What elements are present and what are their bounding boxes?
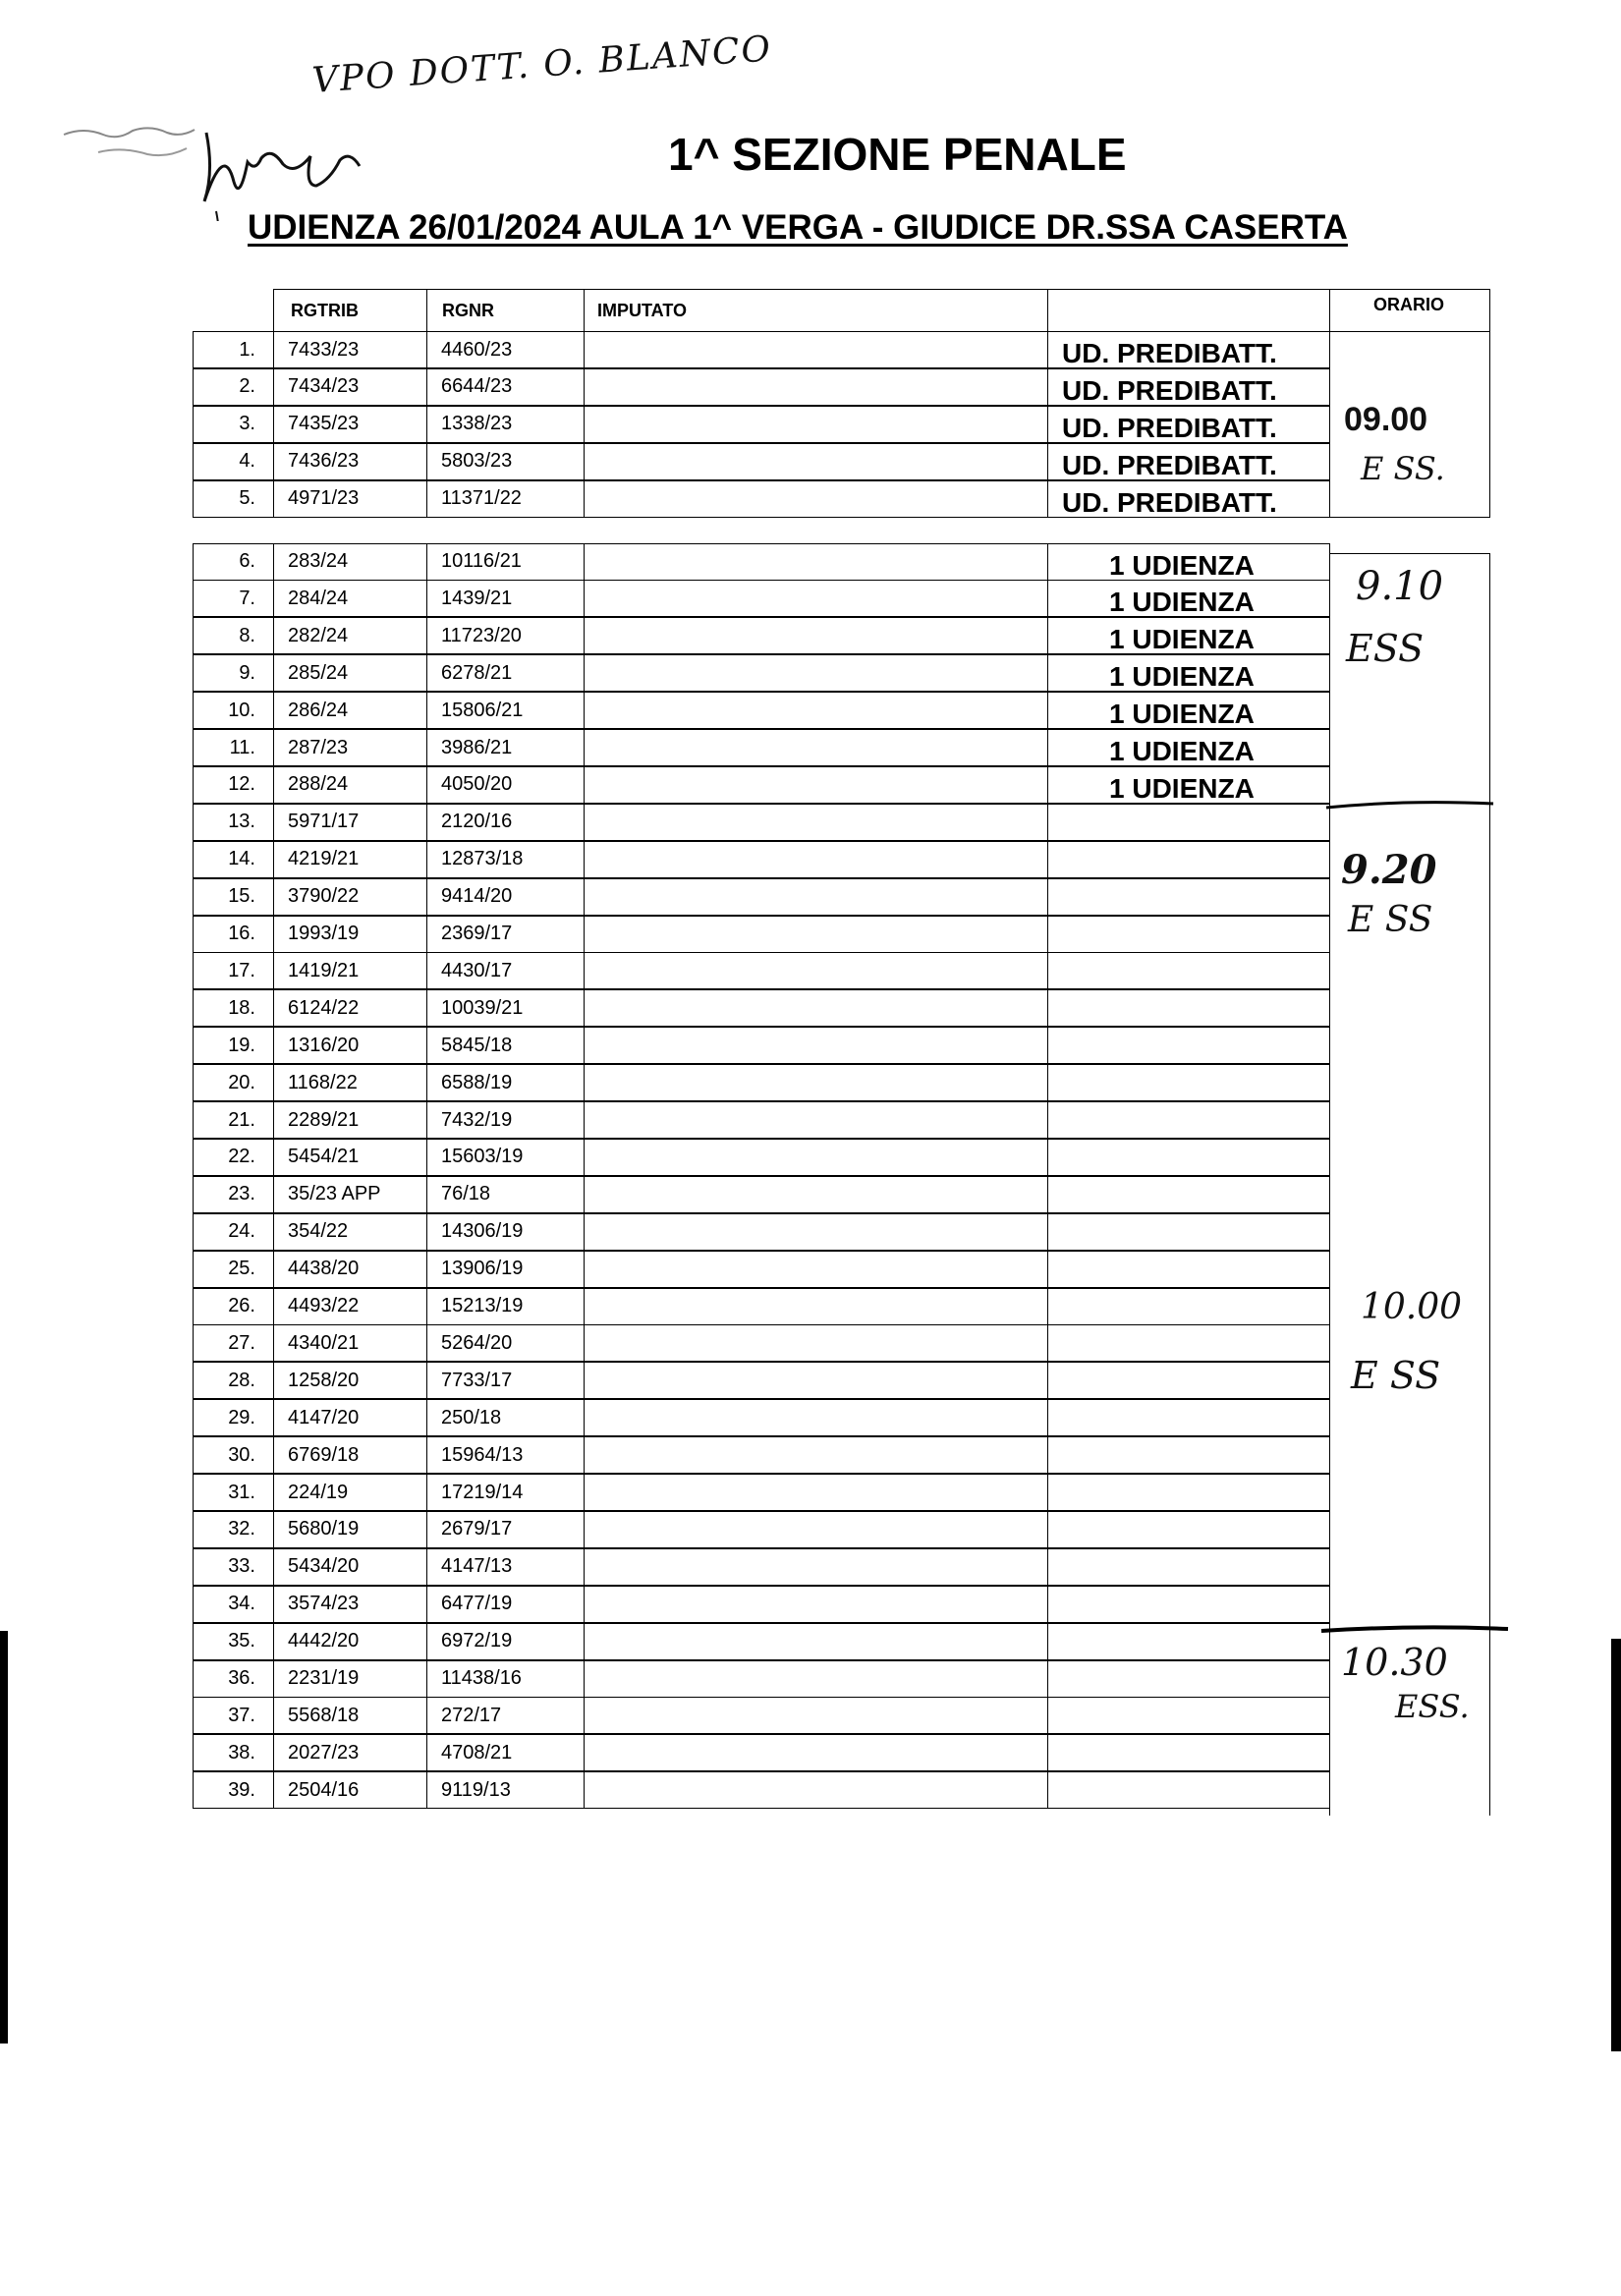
row-number: 20.: [193, 1064, 274, 1101]
status-cell: [1047, 1697, 1330, 1734]
header-cell-num: [193, 289, 274, 332]
rgnr-cell: 14306/19: [426, 1213, 585, 1251]
status-cell: [1047, 766, 1330, 804]
imputato-cell: [584, 1101, 1048, 1139]
rgnr-cell: 4147/13: [426, 1548, 585, 1586]
row-number: 6.: [193, 543, 274, 581]
rgnr-cell: 6477/19: [426, 1586, 585, 1623]
status-cell: [1047, 617, 1330, 654]
status-cell: [1047, 1288, 1330, 1325]
status-cell: [1047, 331, 1330, 368]
hearing-type-label: UD. PREDIBATT.: [1062, 486, 1277, 518]
row-number: 16.: [193, 916, 274, 953]
rgtrib-cell: 4971/23: [273, 480, 427, 518]
status-cell: [1047, 1213, 1330, 1251]
hearing-type-label: UD. PREDIBATT.: [1062, 412, 1277, 443]
status-cell: [1047, 916, 1330, 953]
rgtrib-cell: 288/24: [273, 766, 427, 804]
rgnr-cell: 5803/23: [426, 443, 585, 480]
rgtrib-cell: 5971/17: [273, 804, 427, 841]
rgtrib-cell: 1258/20: [273, 1362, 427, 1399]
orario-time-5: 10.30: [1341, 1641, 1448, 1684]
rgtrib-cell: 4438/20: [273, 1251, 427, 1288]
rgtrib-cell: 4340/21: [273, 1324, 427, 1362]
rgnr-cell: 4430/17: [426, 952, 585, 989]
row-number: 10.: [193, 692, 274, 729]
rgnr-cell: 6588/19: [426, 1064, 585, 1101]
rgtrib-cell: 1419/21: [273, 952, 427, 989]
rgnr-cell: 15603/19: [426, 1139, 585, 1176]
rgnr-cell: 15806/21: [426, 692, 585, 729]
imputato-cell: [584, 1064, 1048, 1101]
imputato-cell: [584, 841, 1048, 878]
row-number: 25.: [193, 1251, 274, 1288]
rgtrib-cell: 283/24: [273, 543, 427, 581]
imputato-cell: [584, 480, 1048, 518]
rgtrib-cell: 2231/19: [273, 1660, 427, 1698]
imputato-cell: [584, 543, 1048, 581]
hearing-type-label: 1 UDIENZA: [1109, 736, 1255, 766]
row-number: 32.: [193, 1511, 274, 1548]
row-number: 37.: [193, 1697, 274, 1734]
row-number: 31.: [193, 1474, 274, 1511]
hearing-type-label: 1 UDIENZA: [1109, 772, 1255, 804]
rgtrib-cell: 7435/23: [273, 406, 427, 443]
row-number: 15.: [193, 878, 274, 916]
hearing-type-label: 1 UDIENZA: [1109, 699, 1255, 730]
imputato-cell: [584, 1362, 1048, 1399]
rgtrib-cell: 354/22: [273, 1213, 427, 1251]
rgnr-cell: 2679/17: [426, 1511, 585, 1548]
rgtrib-cell: 6124/22: [273, 989, 427, 1027]
imputato-cell: [584, 989, 1048, 1027]
rgnr-cell: 2120/16: [426, 804, 585, 841]
row-number: 21.: [193, 1101, 274, 1139]
rgnr-cell: 15213/19: [426, 1288, 585, 1325]
rgnr-cell: 11723/20: [426, 617, 585, 654]
col-header-imputato: IMPUTATO: [597, 301, 687, 320]
row-number: 9.: [193, 654, 274, 692]
rgnr-cell: 5845/18: [426, 1027, 585, 1064]
rgtrib-cell: 2504/16: [273, 1771, 427, 1809]
rgnr-cell: 12873/18: [426, 841, 585, 878]
imputato-cell: [584, 952, 1048, 989]
rgnr-cell: 6278/21: [426, 654, 585, 692]
row-number: 4.: [193, 443, 274, 480]
row-number: 30.: [193, 1436, 274, 1474]
row-number: 7.: [193, 580, 274, 617]
rgnr-cell: 7432/19: [426, 1101, 585, 1139]
imputato-cell: [584, 617, 1048, 654]
status-cell: [1047, 406, 1330, 443]
row-number: 19.: [193, 1027, 274, 1064]
imputato-cell: [584, 1586, 1048, 1623]
imputato-cell: [584, 1399, 1048, 1436]
rgtrib-cell: 5434/20: [273, 1548, 427, 1586]
imputato-cell: [584, 654, 1048, 692]
rgnr-cell: 3986/21: [426, 729, 585, 766]
status-cell: [1047, 480, 1330, 518]
rgnr-cell: 4050/20: [426, 766, 585, 804]
status-cell: [1047, 692, 1330, 729]
hearing-type-label: UD. PREDIBATT.: [1062, 374, 1277, 406]
rgtrib-cell: 1993/19: [273, 916, 427, 953]
row-number: 24.: [193, 1213, 274, 1251]
rgtrib-cell: 6769/18: [273, 1436, 427, 1474]
orario-note-2: ESS: [1346, 627, 1425, 670]
status-cell: [1047, 1660, 1330, 1698]
imputato-cell: [584, 1213, 1048, 1251]
row-number: 34.: [193, 1586, 274, 1623]
separator-stroke: [1316, 796, 1503, 815]
rgtrib-cell: 35/23 APP: [273, 1176, 427, 1213]
orario-note-3: E SS: [1348, 900, 1433, 940]
rgnr-cell: 2369/17: [426, 916, 585, 953]
imputato-cell: [584, 1511, 1048, 1548]
rgnr-cell: 17219/14: [426, 1474, 585, 1511]
imputato-cell: [584, 1623, 1048, 1660]
col-header-rgtrib: RGTRIB: [291, 301, 359, 320]
rgtrib-cell: 5454/21: [273, 1139, 427, 1176]
rgnr-cell: 5264/20: [426, 1324, 585, 1362]
row-number: 14.: [193, 841, 274, 878]
imputato-cell: [584, 1697, 1048, 1734]
imputato-cell: [584, 1139, 1048, 1176]
row-number: 29.: [193, 1399, 274, 1436]
row-number: 8.: [193, 617, 274, 654]
row-number: 35.: [193, 1623, 274, 1660]
status-cell: [1047, 1399, 1330, 1436]
rgnr-cell: 1338/23: [426, 406, 585, 443]
hearing-subtitle: UDIENZA 26/01/2024 AULA 1^ VERGA - GIUDICE DR.SSA CASERTA: [248, 208, 1348, 247]
status-cell: [1047, 1176, 1330, 1213]
status-cell: [1047, 1324, 1330, 1362]
status-cell: [1047, 368, 1330, 406]
imputato-cell: [584, 1474, 1048, 1511]
row-number: 2.: [193, 368, 274, 406]
imputato-cell: [584, 331, 1048, 368]
rgtrib-cell: 1316/20: [273, 1027, 427, 1064]
row-number: 11.: [193, 729, 274, 766]
rgtrib-cell: 284/24: [273, 580, 427, 617]
rgtrib-cell: 7434/23: [273, 368, 427, 406]
row-number: 3.: [193, 406, 274, 443]
orario-time-1: 09.00: [1344, 401, 1428, 438]
rgtrib-cell: 282/24: [273, 617, 427, 654]
rgnr-cell: 7733/17: [426, 1362, 585, 1399]
rgtrib-cell: 3790/22: [273, 878, 427, 916]
status-cell: [1047, 1101, 1330, 1139]
rgnr-cell: 76/18: [426, 1176, 585, 1213]
header-cell-status: [1047, 289, 1330, 332]
rgtrib-cell: 5568/18: [273, 1697, 427, 1734]
imputato-cell: [584, 729, 1048, 766]
status-cell: [1047, 1734, 1330, 1771]
status-cell: [1047, 1139, 1330, 1176]
rgtrib-cell: 2289/21: [273, 1101, 427, 1139]
col-header-orario: ORARIO: [1373, 295, 1444, 314]
status-cell: [1047, 543, 1330, 581]
section-title: 1^ SEZIONE PENALE: [668, 129, 1127, 180]
rgtrib-cell: 224/19: [273, 1474, 427, 1511]
status-cell: [1047, 1027, 1330, 1064]
imputato-cell: [584, 1548, 1048, 1586]
status-cell: [1047, 1511, 1330, 1548]
status-cell: [1047, 878, 1330, 916]
status-cell: [1047, 1251, 1330, 1288]
imputato-cell: [584, 406, 1048, 443]
col-header-rgnr: RGNR: [442, 301, 494, 320]
row-number: 33.: [193, 1548, 274, 1586]
orario-note-4: E SS: [1351, 1354, 1441, 1397]
rgnr-cell: 1439/21: [426, 580, 585, 617]
status-cell: [1047, 841, 1330, 878]
rgnr-cell: 9414/20: [426, 878, 585, 916]
status-cell: [1047, 1548, 1330, 1586]
imputato-cell: [584, 766, 1048, 804]
hearing-type-label: 1 UDIENZA: [1109, 661, 1255, 693]
status-cell: [1047, 1436, 1330, 1474]
hearing-type-label: UD. PREDIBATT.: [1062, 449, 1277, 480]
orario-time-4: 10.00: [1361, 1287, 1463, 1327]
imputato-cell: [584, 804, 1048, 841]
imputato-cell: [584, 1288, 1048, 1325]
status-cell: [1047, 1771, 1330, 1809]
orario-note-5: ESS.: [1395, 1688, 1470, 1725]
status-cell: [1047, 580, 1330, 617]
row-number: 27.: [193, 1324, 274, 1362]
rgnr-cell: 15964/13: [426, 1436, 585, 1474]
rgnr-cell: 4460/23: [426, 331, 585, 368]
status-cell: [1047, 989, 1330, 1027]
row-number: 12.: [193, 766, 274, 804]
rgtrib-cell: 1168/22: [273, 1064, 427, 1101]
rgnr-cell: 272/17: [426, 1697, 585, 1734]
rgnr-cell: 4708/21: [426, 1734, 585, 1771]
rgtrib-cell: 4442/20: [273, 1623, 427, 1660]
scan-edge-right: [1611, 1639, 1621, 2051]
rgtrib-cell: 287/23: [273, 729, 427, 766]
signature-scribble: [59, 113, 472, 221]
rgnr-cell: 10039/21: [426, 989, 585, 1027]
imputato-cell: [584, 1734, 1048, 1771]
status-cell: [1047, 1623, 1330, 1660]
status-cell: [1047, 1586, 1330, 1623]
row-number: 17.: [193, 952, 274, 989]
row-number: 1.: [193, 331, 274, 368]
status-cell: [1047, 952, 1330, 989]
orario-time-3: 9.20: [1341, 847, 1437, 893]
rgtrib-cell: 4219/21: [273, 841, 427, 878]
hearing-type-label: 1 UDIENZA: [1109, 587, 1255, 618]
status-cell: [1047, 1064, 1330, 1101]
handwritten-annotation: VPO DOTT. O. BLANCO: [310, 28, 774, 101]
imputato-cell: [584, 878, 1048, 916]
row-number: 39.: [193, 1771, 274, 1809]
imputato-cell: [584, 916, 1048, 953]
rgtrib-cell: 286/24: [273, 692, 427, 729]
scan-edge-left: [0, 1631, 8, 2044]
status-cell: [1047, 654, 1330, 692]
imputato-cell: [584, 1176, 1048, 1213]
rgnr-cell: 6972/19: [426, 1623, 585, 1660]
rgtrib-cell: 7436/23: [273, 443, 427, 480]
imputato-cell: [584, 1027, 1048, 1064]
imputato-cell: [584, 580, 1048, 617]
row-number: 5.: [193, 480, 274, 518]
separator-stroke: [1316, 1621, 1513, 1641]
rgnr-cell: 6644/23: [426, 368, 585, 406]
rgtrib-cell: 2027/23: [273, 1734, 427, 1771]
rgtrib-cell: 7433/23: [273, 331, 427, 368]
row-number: 28.: [193, 1362, 274, 1399]
row-number: 23.: [193, 1176, 274, 1213]
imputato-cell: [584, 1771, 1048, 1809]
hearing-type-label: 1 UDIENZA: [1109, 624, 1255, 655]
status-cell: [1047, 1474, 1330, 1511]
hearing-type-label: 1 UDIENZA: [1109, 549, 1255, 581]
rgnr-cell: 13906/19: [426, 1251, 585, 1288]
rgnr-cell: 11371/22: [426, 480, 585, 518]
orario-note-1: E SS.: [1361, 450, 1445, 487]
imputato-cell: [584, 368, 1048, 406]
hearing-type-label: UD. PREDIBATT.: [1062, 338, 1277, 368]
rgtrib-cell: 4147/20: [273, 1399, 427, 1436]
status-cell: [1047, 1362, 1330, 1399]
row-number: 22.: [193, 1139, 274, 1176]
imputato-cell: [584, 443, 1048, 480]
rgtrib-cell: 285/24: [273, 654, 427, 692]
row-number: 36.: [193, 1660, 274, 1698]
row-number: 26.: [193, 1288, 274, 1325]
imputato-cell: [584, 1251, 1048, 1288]
rgnr-cell: 11438/16: [426, 1660, 585, 1698]
rgtrib-cell: 4493/22: [273, 1288, 427, 1325]
imputato-cell: [584, 692, 1048, 729]
rgtrib-cell: 3574/23: [273, 1586, 427, 1623]
imputato-cell: [584, 1660, 1048, 1698]
imputato-cell: [584, 1436, 1048, 1474]
row-number: 13.: [193, 804, 274, 841]
rgnr-cell: 10116/21: [426, 543, 585, 581]
rgnr-cell: 9119/13: [426, 1771, 585, 1809]
orario-time-2: 9.10: [1356, 564, 1444, 609]
status-cell: [1047, 443, 1330, 480]
rgnr-cell: 250/18: [426, 1399, 585, 1436]
status-cell: [1047, 729, 1330, 766]
row-number: 38.: [193, 1734, 274, 1771]
rgtrib-cell: 5680/19: [273, 1511, 427, 1548]
imputato-cell: [584, 1324, 1048, 1362]
status-cell: [1047, 804, 1330, 841]
row-number: 18.: [193, 989, 274, 1027]
